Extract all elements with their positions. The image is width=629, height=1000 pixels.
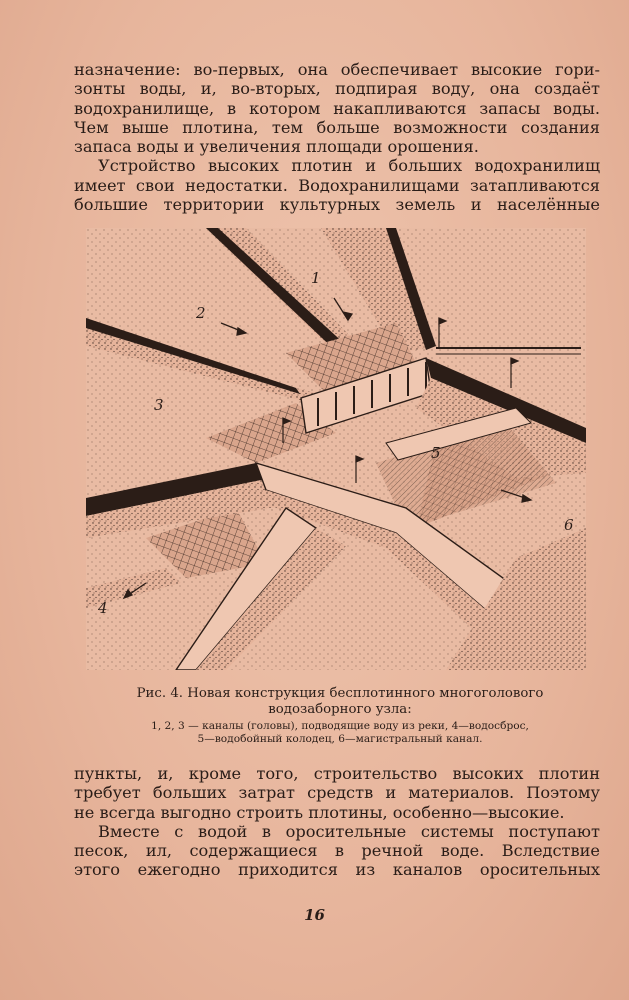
top-text-block: [74, 60, 600, 214]
figure-label: 2: [196, 304, 206, 322]
text-line: пункты, и, кроме того, строительство высоких плотин: [74, 764, 600, 783]
text-line: назначение: во-первых, она обеспечивает высокие гори-: [74, 60, 600, 79]
figure-caption: [80, 686, 600, 746]
text-line: песок, ил, содержащиеся в речной воде. Вследствие: [74, 841, 600, 861]
figure-label: 1: [311, 269, 321, 287]
text-line: этого ежегодно приходится из каналов оросительных: [74, 860, 600, 880]
bottom-text-block: [74, 764, 600, 880]
water-intake-figure: [86, 228, 586, 670]
text-line: Вместе с водой в оросительные системы поступают: [98, 821, 600, 841]
figure-label: 5: [431, 444, 441, 462]
text-line: не всегда выгодно строить плотины, особенно—высокие.: [74, 802, 565, 822]
caption-title: водозаборного узла:: [268, 702, 412, 717]
text-line: зонты воды, и, во-вторых, подпирая воду, она создаёт: [74, 79, 600, 99]
text-line: требует больших затрат средств и материалов. Поэтому: [74, 783, 600, 803]
caption-title: Рис. 4. Новая конструкция бесплотинного многоголового: [136, 686, 544, 701]
text-line: имеет свои недостатки. Водохранилищами затапливаются: [74, 175, 600, 195]
figure-label: 4: [98, 599, 108, 617]
figure-label: 6: [564, 516, 574, 534]
caption-legend: 5—водобойный колодец, 6—магистральный канал.: [197, 733, 483, 745]
text-line: запаса воды и увеличения площади орошения.: [74, 137, 479, 157]
text-line: Чем выше плотина, тем больше возможности создания: [74, 117, 600, 137]
text-line: большие территории культурных земель и населённые: [74, 195, 600, 215]
caption-legend: 1, 2, 3 — каналы (головы), подводящие воду из реки, 4—водосброс,: [151, 720, 529, 732]
text-line: Устройство высоких плотин и больших водохранилищ: [98, 156, 600, 176]
figure-label: 3: [154, 396, 164, 414]
page-number: 16: [304, 906, 325, 924]
text-line: водохранилище, в котором накапливаются запасы воды.: [74, 98, 600, 118]
